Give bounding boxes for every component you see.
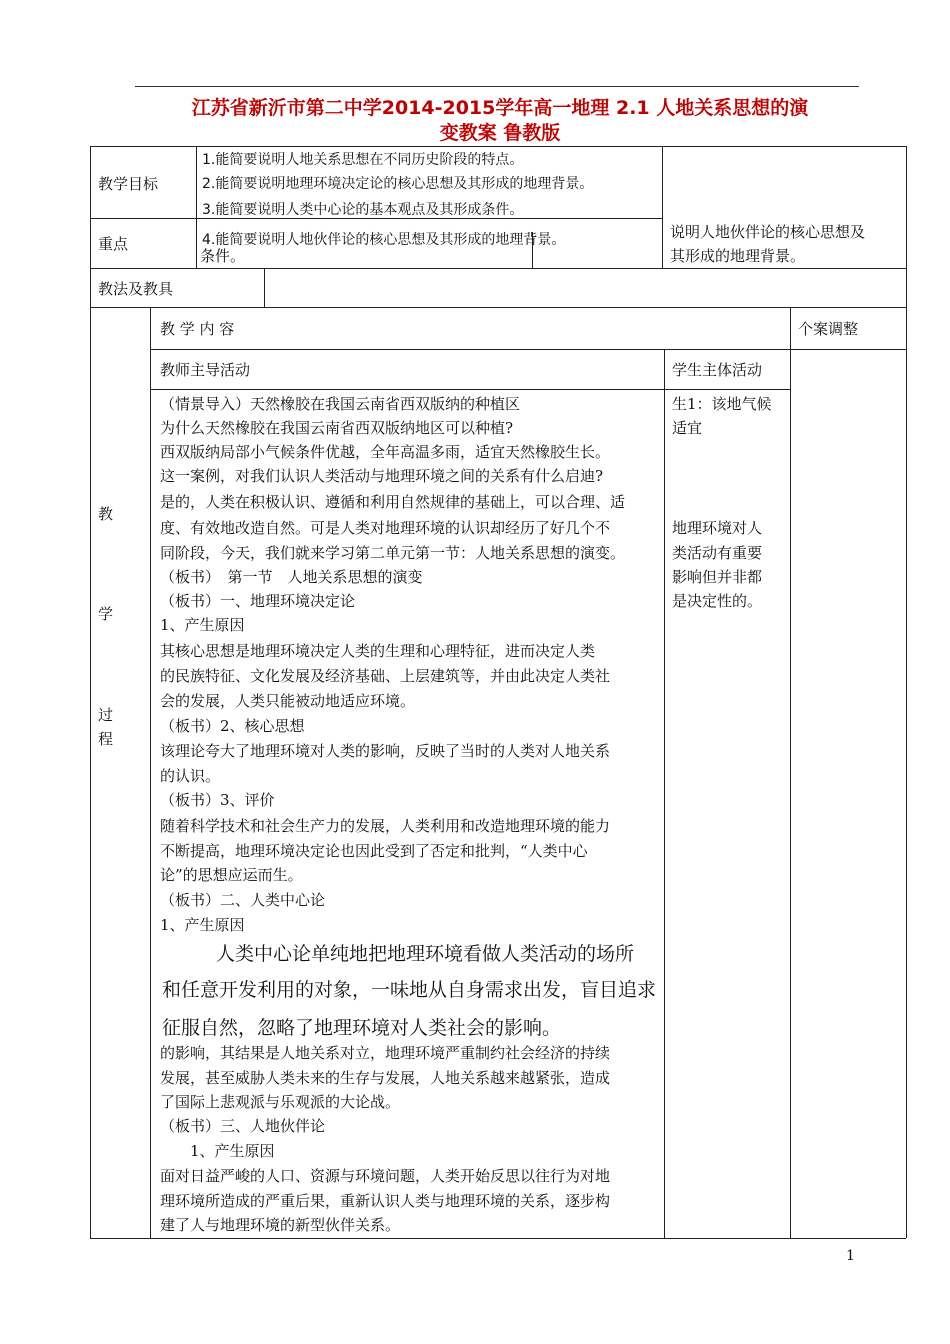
process-label-char: 学 (98, 605, 114, 623)
student-line: 影响但并非都 (672, 568, 763, 586)
content-line: （情景导入）天然橡胶在我国云南省西双版纳的种植区 (160, 395, 521, 413)
student-line: 类活动有重要 (672, 544, 763, 562)
student-line: 地理环境对人 (672, 519, 763, 537)
content-line: （板书）3、评价 (160, 791, 275, 809)
content-line: 是的，人类在积极认识、遵循和利用自然规律的基础上，可以合理、适 (160, 493, 626, 511)
content-line: 的认识。 (160, 767, 221, 785)
student-header: 学生主体活动 (672, 361, 763, 379)
content-line: 1、产生原因 (160, 1142, 275, 1160)
document-title-line-1: 江苏省新沂市第二中学2014-2015学年高一地理 2.1 人地关系思想的演 (191, 97, 809, 119)
process-label-char: 程 (98, 730, 114, 748)
content-line: （板书） 第一节 人地关系思想的演变 (160, 568, 423, 586)
objective-item: 1.能简要说明人地关系思想在不同历史阶段的特点。 (202, 152, 524, 168)
large-text-line: 人类中心论单纯地把地理环境看做人类活动的场所 (216, 943, 635, 965)
content-line: 该理论夸大了地理环境对人类的影响，反映了当时的人类对人地关系 (160, 742, 611, 760)
content-line: 建了人与地理环境的新型伙伴关系。 (160, 1216, 401, 1234)
content-line: 理环境所造成的严重后果，重新认识人类与地理环境的关系，逐步构 (160, 1192, 611, 1210)
content-line: 面对日益严峻的人口、资源与环境问题，人类开始反思以往行为对地 (160, 1167, 611, 1185)
content-line: 1、产生原因 (160, 616, 245, 634)
content-line: 这一案例，对我们认识人类活动与地理环境之间的关系有什么启迪? (160, 467, 604, 485)
content-line: 度、有效地改造自然。可是人类对地理环境的认识却经历了好几个不 (160, 519, 611, 537)
content-line: （板书）二、人类中心论 (160, 891, 326, 909)
content-line: （板书）2、核心思想 (160, 717, 305, 735)
adjust-header: 个案调整 (798, 320, 859, 338)
document-title-line-2: 变教案 鲁教版 (439, 122, 561, 144)
header-rule (135, 86, 859, 87)
content-line: 其核心思想是地理环境决定人类的生理和心理特征，进而决定人类 (160, 642, 596, 660)
keypoint-line: 其形成的地理背景。 (670, 247, 806, 265)
content-line: 的民族特征、文化发展及经济基础、上层建筑等，并由此决定人类社 (160, 667, 611, 685)
content-line: 随着科学技术和社会生产力的发展，人类利用和改造地理环境的能力 (160, 817, 611, 835)
content-line: （板书）三、人地伙伴论 (160, 1117, 326, 1135)
content-line: 论”的思想应运而生。 (160, 866, 303, 884)
large-text-line: 和任意开发利用的对象，一味地从自身需求出发，盲目追求 (162, 979, 657, 1001)
content-line: 不断提高，地理环境决定论也因此受到了否定和批判，“人类中心 (160, 842, 588, 860)
keypoints-fragment: 条件。 (200, 247, 246, 265)
process-label-char: 过 (98, 706, 114, 724)
content-line: 的影响，其结果是人地关系对立，地理环境严重制约社会经济的持续 (160, 1044, 611, 1062)
content-line: 为什么天然橡胶在我国云南省西双版纳地区可以种植? (160, 419, 514, 437)
large-text-line: 征服自然，忽略了地理环境对人类社会的影响。 (162, 1017, 562, 1039)
student-line: 生1：该地气候 (672, 395, 772, 413)
keypoint-line: 说明人地伙伴论的核心思想及 (670, 223, 866, 241)
content-line: 1、产生原因 (160, 916, 245, 934)
process-label-char: 教 (98, 505, 114, 523)
objective-item: 2.能简要说明地理环境决定论的核心思想及其形成的地理背景。 (202, 176, 594, 192)
objectives-label: 教学目标 (98, 175, 159, 193)
content-line: 发展，甚至威胁人类未来的生存与发展，人地关系越来越紧张，造成 (160, 1069, 611, 1087)
objective-item: 3.能简要说明人类中心论的基本观点及其形成条件。 (202, 202, 524, 218)
keypoints-label: 重点 (98, 235, 129, 253)
content-line: 西双版纳局部小气候条件优越，全年高温多雨，适宜天然橡胶生长。 (160, 443, 611, 461)
content-header: 教 学 内 容 (160, 320, 235, 338)
content-line: （板书）一、地理环境决定论 (160, 592, 356, 610)
methods-label: 教法及教具 (98, 280, 174, 298)
student-line: 是决定性的。 (672, 592, 763, 610)
content-line: 同阶段，今天，我们就来学习第二单元第一节：人地关系思想的演变。 (160, 544, 626, 562)
page-number: 1 (846, 1248, 855, 1264)
student-line: 适宜 (672, 419, 703, 437)
content-line: 会的发展，人类只能被动地适应环境。 (160, 692, 416, 710)
objective-item: 4.能简要说明人地伙伴论的核心思想及其形成的地理背景。 (202, 232, 566, 248)
content-line: 了国际上悲观派与乐观派的大论战。 (160, 1093, 401, 1111)
teacher-header: 教师主导活动 (160, 361, 251, 379)
